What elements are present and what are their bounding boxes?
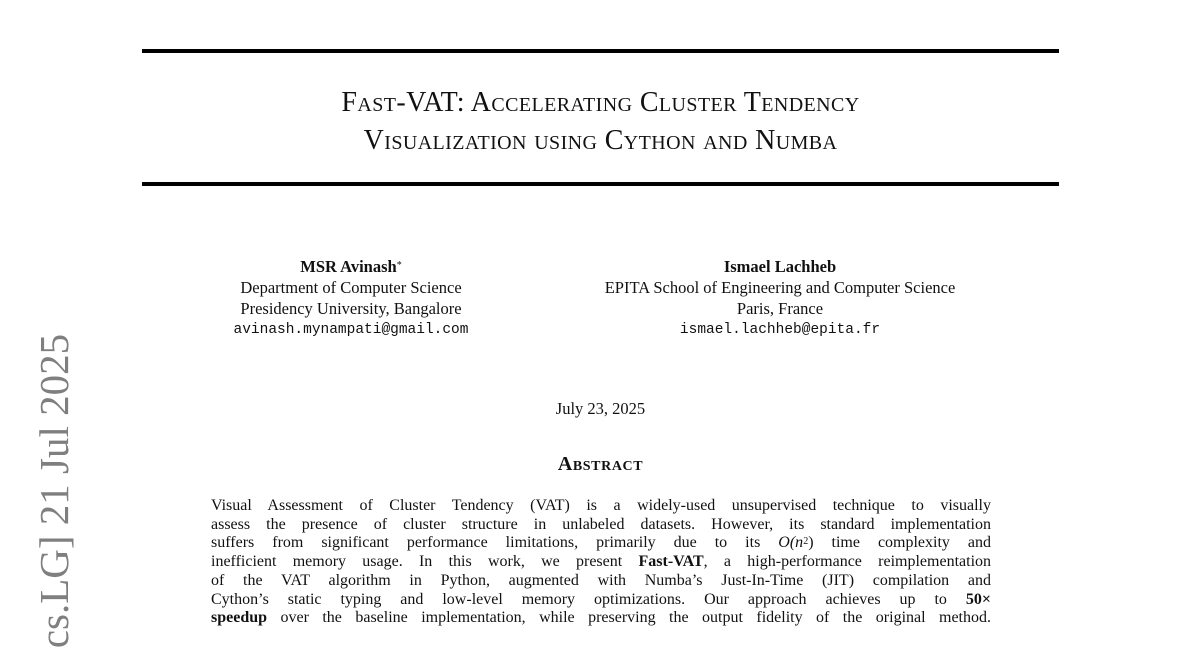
abstract-body	[211, 497, 991, 628]
abstract-text: suffers from significant performance limitations, primarily due to its	[211, 534, 761, 552]
abstract-text: Cython’s static typing and low-level memory optimizations. Our approach achieves up to	[211, 590, 947, 608]
paper-title	[142, 84, 1059, 160]
abstract-heading: Abstract	[557, 453, 644, 475]
author-email[interactable]: avinash.mynampati@gmail.com	[233, 322, 469, 338]
abstract-line	[211, 591, 991, 610]
complexity-formula	[778, 534, 813, 551]
author-affiliation-dept: Department of Computer Science	[240, 278, 462, 297]
author-block-1	[196, 256, 506, 341]
abstract-line	[211, 534, 991, 553]
paper-title-line-1: Fast-VAT: Accelerating Cluster Tendency	[341, 87, 860, 118]
abstract-text: , a high-performance reimplementation	[703, 553, 992, 571]
formula-close: )	[808, 534, 814, 552]
title-bottom-rule	[142, 182, 1059, 186]
author-footnote-mark: *	[396, 260, 402, 271]
author-affiliation-location: Paris, France	[736, 299, 824, 318]
formula-base: O(n	[778, 534, 804, 552]
abstract-line	[211, 553, 991, 572]
abstract-text: time complexity and	[831, 534, 992, 552]
abstract-text: inefficient memory usage. In this work, we present	[211, 553, 623, 571]
formula-exponent: 2	[803, 536, 809, 548]
author-email[interactable]: ismael.lachheb@epita.fr	[679, 322, 881, 338]
author-affiliation-institution: Presidency University, Bangalore	[240, 299, 462, 318]
author-name	[196, 256, 506, 277]
abstract-emphasis: Fast-VAT	[638, 553, 704, 571]
abstract-line: assess the presence of cluster structure in unlabeled datasets. However, its standard implementation	[211, 515, 991, 533]
author-name: Ismael Lachheb	[723, 257, 837, 276]
abstract-line	[211, 609, 991, 628]
author-name-text: MSR Avinash	[300, 257, 397, 276]
abstract-emphasis: speedup	[211, 609, 268, 627]
title-top-rule	[142, 49, 1059, 53]
abstract-line: Visual Assessment of Cluster Tendency (VAT) is a widely-used unsupervised technique to visually	[211, 497, 991, 514]
author-block-2	[556, 256, 1004, 341]
abstract-line: of the VAT algorithm in Python, augmented with Numba’s Just-In-Time (JIT) compilation and	[211, 571, 991, 589]
arxiv-identifier-stamp	[24, 335, 84, 647]
paper-date: July 23, 2025	[555, 399, 646, 418]
arxiv-stamp-text: cs.LG] 21 Jul 2025	[31, 333, 77, 648]
author-affiliation-dept: EPITA School of Engineering and Computer Science	[604, 278, 956, 297]
abstract-text: over the baseline implementation, while preserving the output fidelity of the original method.	[280, 609, 992, 627]
abstract-emphasis: 50×	[965, 590, 991, 608]
paper-title-line-2: Visualization using Cython and Numba	[363, 125, 838, 156]
